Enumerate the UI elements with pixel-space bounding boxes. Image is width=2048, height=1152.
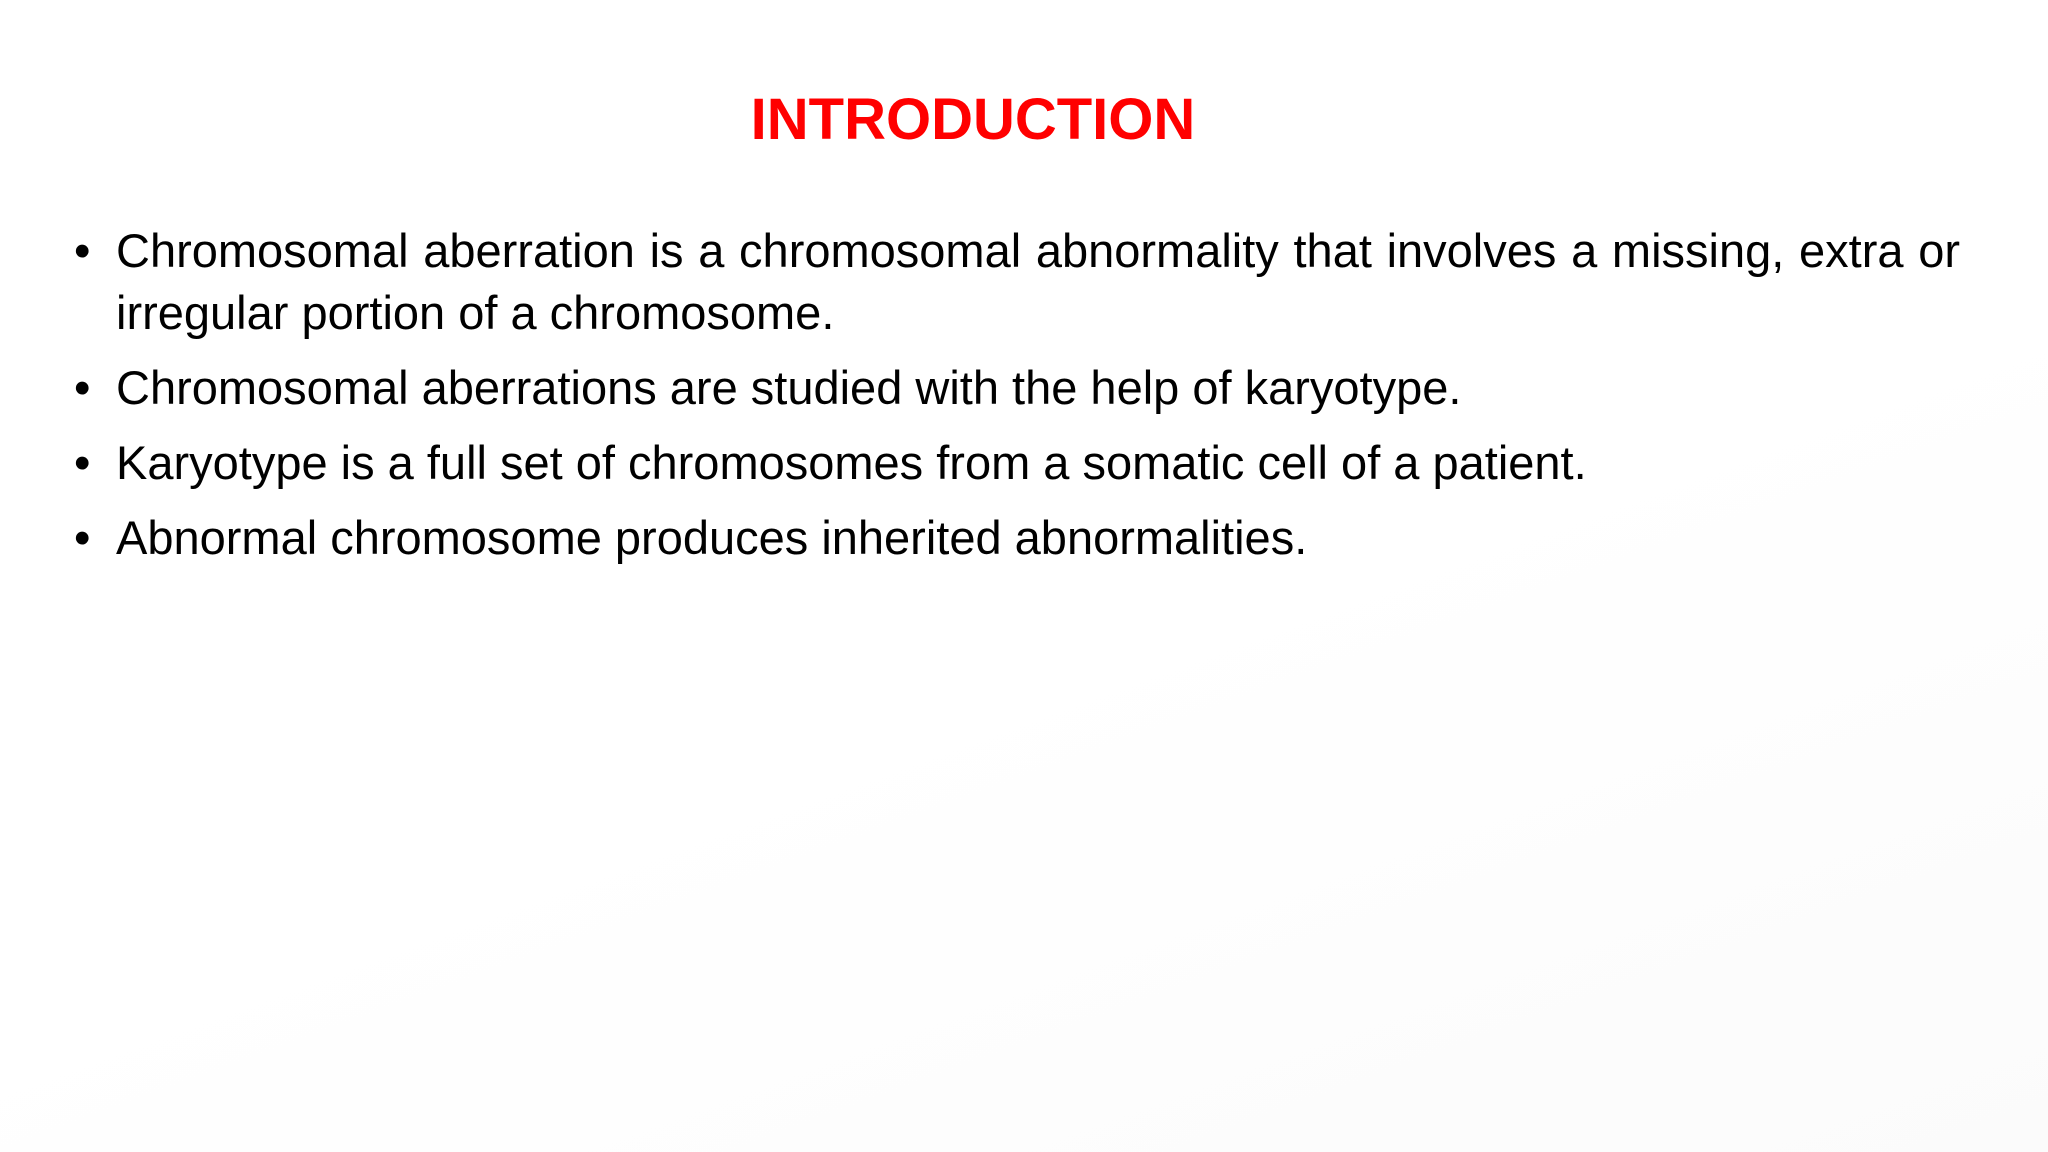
bullet-text: Chromosomal aberrations are studied with the help of karyotype. — [116, 361, 1462, 414]
bullet-list — [74, 220, 1960, 582]
slide-title: INTRODUCTION — [750, 87, 1196, 152]
bullet-item — [74, 220, 1960, 344]
bullet-icon: • — [74, 436, 91, 489]
bullet-text: Abnormal chromosome produces inherited abnormalities. — [116, 511, 1308, 564]
bullet-icon: • — [74, 224, 91, 277]
bullet-item — [74, 507, 1960, 569]
bullet-icon: • — [74, 511, 91, 564]
bullet-text: Chromosomal aberration is a chromosomal abnormality that involves a missing, extra or irregular portion of a chromosome. — [116, 224, 1960, 339]
bullet-item — [74, 432, 1960, 494]
bullet-text: Karyotype is a full set of chromosomes from a somatic cell of a patient. — [116, 436, 1587, 489]
bullet-item — [74, 357, 1960, 419]
bullet-icon: • — [74, 361, 91, 414]
